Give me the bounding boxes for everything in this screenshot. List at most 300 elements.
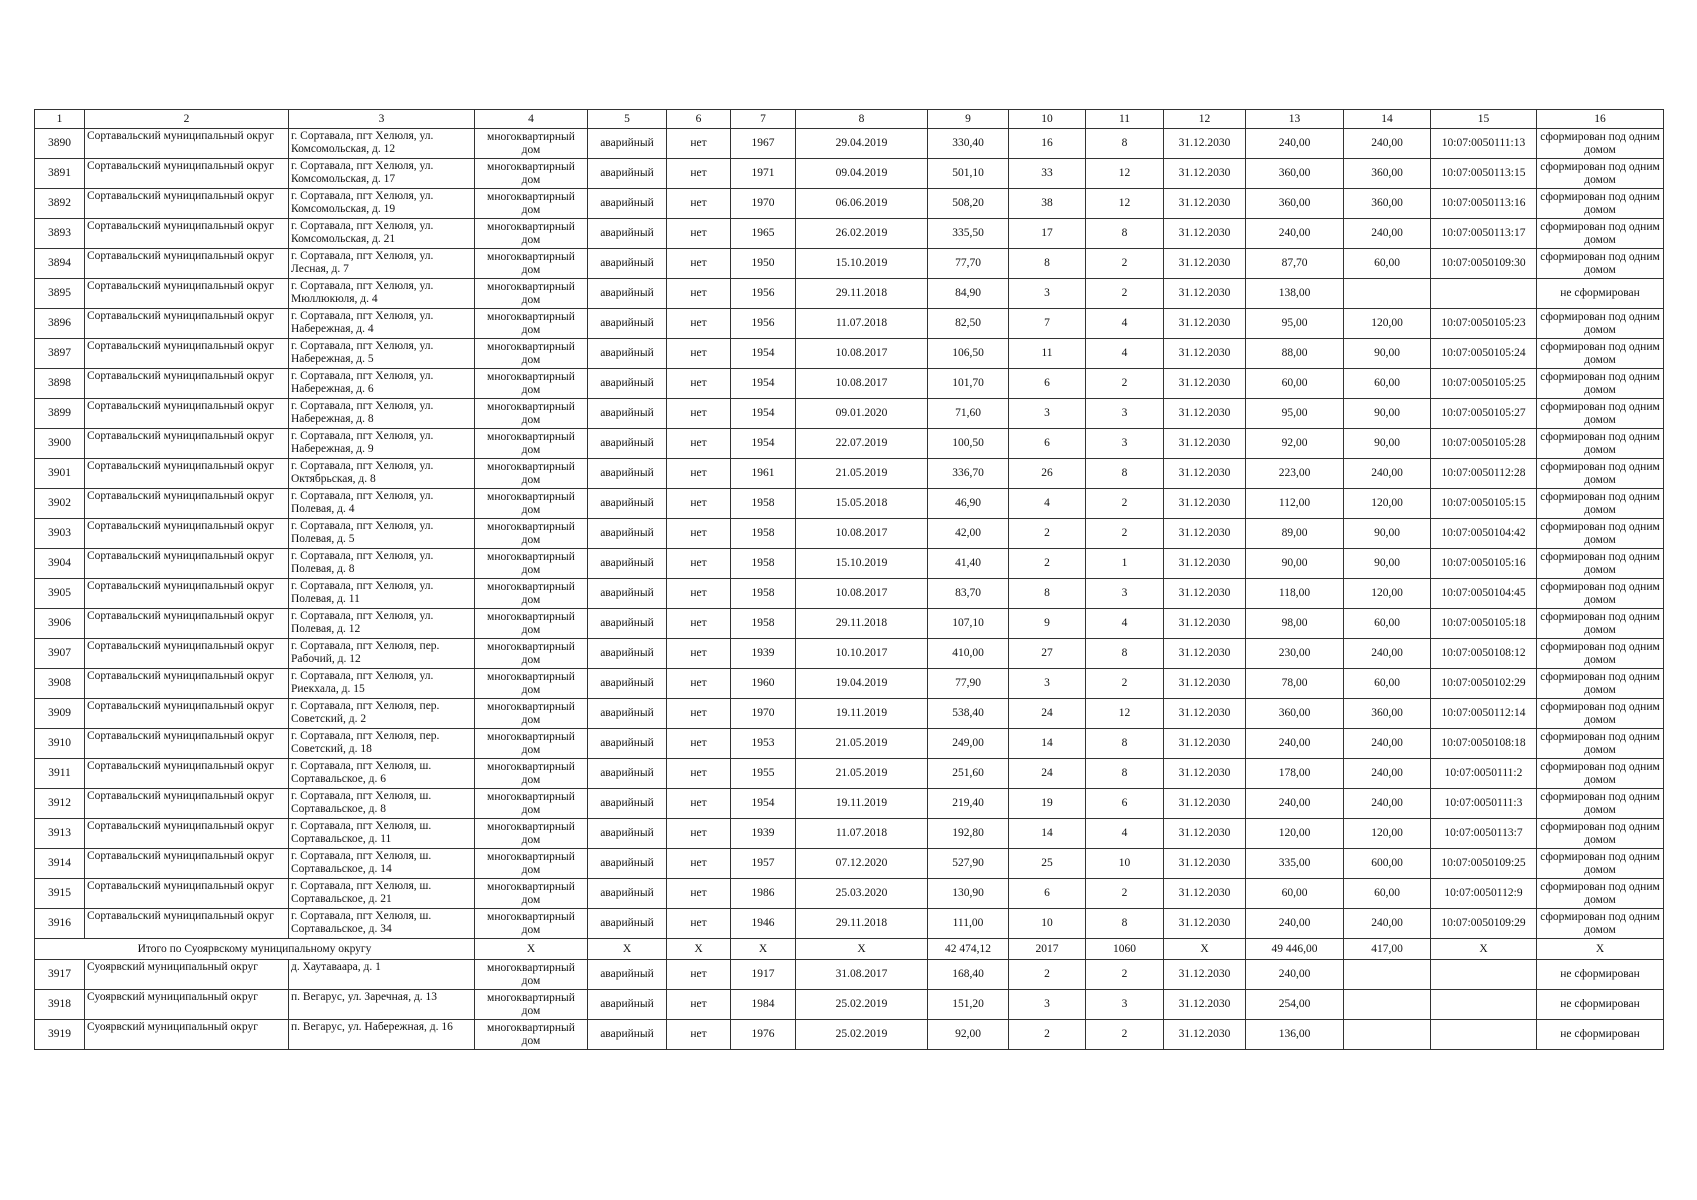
table-cell-col-10 bbox=[1009, 789, 1086, 819]
cell-text: сформирован под одним домом bbox=[1540, 610, 1660, 636]
table-cell-col-4 bbox=[475, 879, 588, 909]
table-row bbox=[35, 309, 1664, 339]
cell-text: 3896 bbox=[48, 317, 71, 329]
table-cell-col-12 bbox=[1164, 110, 1246, 129]
table-cell-col-16 bbox=[1537, 609, 1664, 639]
table-cell-col-13 bbox=[1246, 699, 1344, 729]
cell-text: нет bbox=[690, 497, 707, 509]
cell-text: 31.12.2030 bbox=[1178, 227, 1231, 239]
table-cell-col-11 bbox=[1086, 789, 1164, 819]
table-cell-col-4 bbox=[475, 639, 588, 669]
cell-text: 240,00 bbox=[1371, 737, 1403, 749]
table-cell-col-7 bbox=[731, 960, 796, 990]
table-cell-col-10 bbox=[1009, 939, 1086, 960]
cell-text: нет bbox=[690, 407, 707, 419]
cell-text: многоквартирный дом bbox=[487, 550, 575, 576]
cell-text: 10 bbox=[1118, 857, 1131, 869]
cell-text: 41,40 bbox=[955, 557, 981, 569]
cell-text: многоквартирный дом bbox=[487, 991, 575, 1017]
table-cell-col-7 bbox=[731, 339, 796, 369]
table-cell-col-9 bbox=[928, 219, 1009, 249]
cell-text: 10:07:0050105:27 bbox=[1441, 407, 1526, 419]
table-cell-col-8 bbox=[796, 609, 928, 639]
cell-text: 1955 bbox=[751, 767, 775, 779]
cell-text: 2 bbox=[1121, 1028, 1128, 1040]
table-cell-col-7 bbox=[731, 699, 796, 729]
cell-text: 3897 bbox=[48, 347, 71, 359]
cell-text: 1958 bbox=[751, 497, 775, 509]
cell-text: 60,00 bbox=[1281, 887, 1308, 899]
cell-text: 10:07:0050109:30 bbox=[1441, 257, 1526, 269]
table-cell-col-5 bbox=[588, 639, 667, 669]
table-cell-col-8 bbox=[796, 399, 928, 429]
table-cell-col-13 bbox=[1246, 759, 1344, 789]
table-cell-col-15 bbox=[1431, 639, 1537, 669]
table-cell-col-13 bbox=[1246, 939, 1344, 960]
cell-text: нет bbox=[690, 887, 707, 899]
cell-text: п. Вегарус, ул. Заречная, д. 13 bbox=[291, 991, 438, 1003]
cell-text: нет bbox=[690, 257, 707, 269]
table-cell-col-3 bbox=[289, 110, 475, 129]
table-cell-col-5 bbox=[588, 729, 667, 759]
cell-text: аварийный bbox=[600, 347, 654, 359]
table-cell-col-2 bbox=[85, 219, 289, 249]
cell-text: 31.12.2030 bbox=[1178, 968, 1231, 980]
table-cell-col-14 bbox=[1344, 249, 1431, 279]
table-cell-col-6 bbox=[667, 609, 731, 639]
cell-text: 508,20 bbox=[952, 197, 984, 209]
cell-text: Сортавальский муниципальный округ bbox=[87, 430, 274, 442]
cell-text: 219,40 bbox=[952, 797, 984, 809]
cell-text: аварийный bbox=[600, 497, 654, 509]
table-cell-col-7 bbox=[731, 279, 796, 309]
cell-text: 26 bbox=[1041, 467, 1053, 479]
cell-text: 12 bbox=[1118, 167, 1131, 179]
table-cell-col-4 bbox=[475, 110, 588, 129]
cell-text: 3904 bbox=[48, 557, 71, 569]
table-cell-col-6 bbox=[667, 849, 731, 879]
table-cell-col-8 bbox=[796, 129, 928, 159]
table-cell-col-7 bbox=[731, 579, 796, 609]
cell-text: г. Сортавала, пгт Хелюля, ул. Комсомольская, д. 17 bbox=[291, 160, 434, 185]
table-cell-col-7 bbox=[731, 129, 796, 159]
cell-text: 21.05.2019 bbox=[835, 467, 888, 479]
cell-text: аварийный bbox=[600, 797, 654, 809]
cell-text: 360,00 bbox=[1371, 707, 1403, 719]
table-cell-col-15 bbox=[1431, 960, 1537, 990]
cell-text: 3914 bbox=[48, 857, 71, 869]
table-cell-col-13 bbox=[1246, 189, 1344, 219]
cell-text: 3 bbox=[1044, 998, 1050, 1010]
cell-text: аварийный bbox=[600, 317, 654, 329]
table-cell-col-11 bbox=[1086, 759, 1164, 789]
table-row bbox=[35, 819, 1664, 849]
table-cell-col-6 bbox=[667, 429, 731, 459]
cell-text: Сортавальский муниципальный округ bbox=[87, 850, 274, 862]
table-cell-col-10 bbox=[1009, 819, 1086, 849]
table-cell-col-2 bbox=[85, 699, 289, 729]
table-cell-col-16 bbox=[1537, 459, 1664, 489]
table-cell-col-6 bbox=[667, 279, 731, 309]
table-cell-col-5 bbox=[588, 129, 667, 159]
cell-text: 31.12.2030 bbox=[1178, 797, 1231, 809]
cell-text: 360,00 bbox=[1371, 197, 1403, 209]
table-row bbox=[35, 1020, 1664, 1050]
cell-text: г. Сортавала, пгт Хелюля, ул. Октябрьская, д. 8 bbox=[291, 460, 434, 485]
table-cell-col-11 bbox=[1086, 110, 1164, 129]
table-cell-col-13 bbox=[1246, 249, 1344, 279]
cell-text: 46,90 bbox=[955, 497, 981, 509]
cell-text: 1939 bbox=[751, 647, 775, 659]
cell-text: 8 bbox=[1121, 137, 1128, 149]
cell-text: 31.12.2030 bbox=[1178, 887, 1231, 899]
cell-text: 21.05.2019 bbox=[835, 767, 888, 779]
table-cell-col-14 bbox=[1344, 399, 1431, 429]
cell-text: 25.02.2019 bbox=[835, 998, 888, 1010]
cell-text: нет bbox=[690, 287, 707, 299]
cell-text: 31.12.2030 bbox=[1178, 197, 1231, 209]
cell-text: г. Сортавала, пгт Хелюля, ш. Сортавальское, д. 8 bbox=[291, 790, 432, 815]
cell-text: 7 bbox=[1044, 317, 1050, 329]
cell-text: аварийный bbox=[600, 917, 654, 929]
cell-text: 3918 bbox=[48, 998, 71, 1010]
cell-text: нет bbox=[690, 557, 707, 569]
table-cell-col-3 bbox=[289, 759, 475, 789]
table-cell-col-6 bbox=[667, 579, 731, 609]
table-cell-col-9 bbox=[928, 459, 1009, 489]
table-cell-col-2 bbox=[85, 309, 289, 339]
cell-text: 90,00 bbox=[1374, 527, 1400, 539]
cell-text: 3907 bbox=[48, 647, 71, 659]
table-cell-col-11 bbox=[1086, 309, 1164, 339]
table-cell-col-12 bbox=[1164, 789, 1246, 819]
cell-text: 60,00 bbox=[1374, 677, 1400, 689]
cell-text: 90,00 bbox=[1281, 557, 1308, 569]
table-cell-col-10 bbox=[1009, 1020, 1086, 1050]
table-cell-col-6 bbox=[667, 339, 731, 369]
cell-text: 3905 bbox=[48, 587, 71, 599]
cell-text: нет bbox=[690, 647, 707, 659]
cell-text: нет bbox=[690, 797, 707, 809]
table-cell-col-3 bbox=[289, 279, 475, 309]
table-row bbox=[35, 219, 1664, 249]
table-cell-col-7 bbox=[731, 879, 796, 909]
cell-text: 100,50 bbox=[952, 437, 984, 449]
cell-text: 95,00 bbox=[1281, 407, 1308, 419]
table-cell-col-11 bbox=[1086, 669, 1164, 699]
cell-text: 335,50 bbox=[952, 227, 984, 239]
cell-text: г. Сортавала, пгт Хелюля, ш. Сортавальское, д. 21 bbox=[291, 880, 432, 905]
cell-text: 6 bbox=[1044, 887, 1050, 899]
table-cell-col-11 bbox=[1086, 1020, 1164, 1050]
cell-text: 2 bbox=[1121, 677, 1128, 689]
table-cell-col-8 bbox=[796, 110, 928, 129]
cell-text: 10:07:0050112:28 bbox=[1441, 467, 1526, 479]
table-cell-col-5 bbox=[588, 489, 667, 519]
cell-text: 2 bbox=[1044, 968, 1050, 980]
table-cell-col-2 bbox=[85, 159, 289, 189]
cell-text: 2017 bbox=[1035, 942, 1059, 955]
table-cell-col-14 bbox=[1344, 369, 1431, 399]
cell-text: аварийный bbox=[600, 887, 654, 899]
cell-text: 31.12.2030 bbox=[1178, 347, 1231, 359]
cell-text: многоквартирный дом bbox=[487, 430, 575, 456]
table-cell-col-6 bbox=[667, 399, 731, 429]
table-cell-col-11 bbox=[1086, 609, 1164, 639]
table-cell-col-16 bbox=[1537, 699, 1664, 729]
cell-text: 15.05.2018 bbox=[835, 497, 888, 509]
cell-text: 1950 bbox=[751, 257, 775, 269]
table-cell-col-5 bbox=[588, 1020, 667, 1050]
table-cell-col-3 bbox=[289, 549, 475, 579]
table-cell-col-7 bbox=[731, 609, 796, 639]
cell-text: 360,00 bbox=[1278, 167, 1311, 179]
cell-text: 60,00 bbox=[1281, 377, 1308, 389]
cell-text: 31.12.2030 bbox=[1178, 527, 1231, 539]
cell-text: 31.12.2030 bbox=[1178, 437, 1231, 449]
cell-text: 31.12.2030 bbox=[1178, 557, 1231, 569]
cell-text: многоквартирный дом bbox=[487, 520, 575, 546]
table-cell-col-14 bbox=[1344, 429, 1431, 459]
cell-text: г. Сортавала, пгт Хелюля, ш. Сортавальское, д. 11 bbox=[291, 820, 432, 845]
table-cell-col-8 bbox=[796, 960, 928, 990]
table-cell-col-7 bbox=[731, 729, 796, 759]
table-cell-col-4 bbox=[475, 960, 588, 990]
cell-text: 10:07:0050112:14 bbox=[1441, 707, 1526, 719]
table-cell-col-4 bbox=[475, 129, 588, 159]
table-cell-col-16 bbox=[1537, 429, 1664, 459]
table-cell-col-4 bbox=[475, 789, 588, 819]
cell-text: аварийный bbox=[600, 287, 654, 299]
table-cell-col-4 bbox=[475, 819, 588, 849]
table-cell-col-6 bbox=[667, 699, 731, 729]
cell-text: Сортавальский муниципальный округ bbox=[87, 160, 274, 172]
table-cell-col-14 bbox=[1344, 759, 1431, 789]
cell-text: 33 bbox=[1041, 167, 1053, 179]
table-cell-col-11 bbox=[1086, 849, 1164, 879]
cell-text: многоквартирный дом bbox=[487, 610, 575, 636]
table-cell-col-13 bbox=[1246, 369, 1344, 399]
table-cell-col-2 bbox=[85, 849, 289, 879]
cell-text: г. Сортавала, пгт Хелюля, ул. Полевая, д. 5 bbox=[291, 520, 434, 545]
table-cell-col-3 bbox=[289, 219, 475, 249]
cell-text: аварийный bbox=[600, 827, 654, 839]
cell-text: многоквартирный дом bbox=[487, 880, 575, 906]
table-cell-col-12 bbox=[1164, 669, 1246, 699]
cell-text: 3 bbox=[1044, 677, 1050, 689]
cell-text: 10:07:0050111:13 bbox=[1441, 137, 1526, 149]
table-cell-col-11 bbox=[1086, 489, 1164, 519]
cell-text: 8 bbox=[1121, 647, 1128, 659]
table-cell-col-6 bbox=[667, 309, 731, 339]
cell-text: 8 bbox=[858, 113, 865, 125]
table-row bbox=[35, 609, 1664, 639]
table-cell-col-10 bbox=[1009, 459, 1086, 489]
cell-text: 31.12.2030 bbox=[1178, 377, 1231, 389]
cell-text: 31.12.2030 bbox=[1178, 737, 1231, 749]
cell-text: сформирован под одним домом bbox=[1540, 670, 1660, 696]
table-cell-col-12 bbox=[1164, 429, 1246, 459]
cell-text: 42,00 bbox=[955, 527, 981, 539]
cell-text: 88,00 bbox=[1281, 347, 1308, 359]
cell-text: 71,60 bbox=[955, 407, 981, 419]
table-cell-col-1 bbox=[35, 789, 85, 819]
table-cell-col-14 bbox=[1344, 789, 1431, 819]
table-cell-col-1 bbox=[35, 219, 85, 249]
table-cell-col-8 bbox=[796, 699, 928, 729]
table-cell-col-6 bbox=[667, 1020, 731, 1050]
table-cell-col-11 bbox=[1086, 249, 1164, 279]
table-row bbox=[35, 669, 1664, 699]
cell-text: 240,00 bbox=[1278, 227, 1311, 239]
table-cell-col-12 bbox=[1164, 960, 1246, 990]
table-cell-col-8 bbox=[796, 669, 928, 699]
table-cell-col-15 bbox=[1431, 279, 1537, 309]
table-cell-col-2 bbox=[85, 249, 289, 279]
cell-text: многоквартирный дом bbox=[487, 460, 575, 486]
table-cell-col-5 bbox=[588, 939, 667, 960]
cell-text: 336,70 bbox=[952, 467, 984, 479]
table-cell-col-13 bbox=[1246, 819, 1344, 849]
table-cell-col-11 bbox=[1086, 429, 1164, 459]
table-cell-col-15 bbox=[1431, 1020, 1537, 1050]
table-cell-col-2 bbox=[85, 579, 289, 609]
table-cell-col-14 bbox=[1344, 609, 1431, 639]
cell-text: 417,00 bbox=[1371, 942, 1403, 955]
table-cell-col-6 bbox=[667, 549, 731, 579]
cell-text: многоквартирный дом bbox=[487, 820, 575, 846]
table-cell-col-9 bbox=[928, 159, 1009, 189]
table-cell-col-11 bbox=[1086, 549, 1164, 579]
cell-text: сформирован под одним домом bbox=[1540, 250, 1660, 276]
table-cell-col-9 bbox=[928, 129, 1009, 159]
cell-text: 2 bbox=[1044, 557, 1050, 569]
cell-text: Сортавальский муниципальный округ bbox=[87, 130, 274, 142]
table-cell-col-16 bbox=[1537, 939, 1664, 960]
cell-text: 31.12.2030 bbox=[1178, 257, 1231, 269]
cell-text: 10:07:0050105:25 bbox=[1441, 377, 1526, 389]
cell-text: г. Сортавала, пгт Хелюля, ул. Комсомольская, д. 21 bbox=[291, 220, 434, 245]
table-cell-col-4 bbox=[475, 549, 588, 579]
table-cell-col-5 bbox=[588, 699, 667, 729]
table-cell-col-1 bbox=[35, 819, 85, 849]
cell-text: нет bbox=[690, 857, 707, 869]
table-cell-col-8 bbox=[796, 339, 928, 369]
cell-text: 1957 bbox=[751, 857, 775, 869]
cell-text: 31.12.2030 bbox=[1178, 587, 1231, 599]
table-cell-col-10 bbox=[1009, 579, 1086, 609]
cell-text: 120,00 bbox=[1371, 827, 1403, 839]
table-cell-col-8 bbox=[796, 219, 928, 249]
table-cell-col-4 bbox=[475, 990, 588, 1020]
table-cell-col-11 bbox=[1086, 879, 1164, 909]
cell-text: 111,00 bbox=[952, 917, 984, 929]
cell-text: 10.08.2017 bbox=[835, 377, 888, 389]
cell-text: 2 bbox=[1121, 257, 1128, 269]
cell-text: 06.06.2019 bbox=[835, 197, 888, 209]
table-cell-col-10 bbox=[1009, 429, 1086, 459]
table-row bbox=[35, 489, 1664, 519]
table-cell-col-6 bbox=[667, 249, 731, 279]
cell-text: 9 bbox=[1044, 617, 1050, 629]
table-cell-col-3 bbox=[289, 699, 475, 729]
table-cell-col-3 bbox=[289, 909, 475, 939]
cell-text: 3908 bbox=[48, 677, 71, 689]
table-row bbox=[35, 429, 1664, 459]
cell-text: 8 bbox=[1121, 467, 1128, 479]
table-cell-col-16 bbox=[1537, 279, 1664, 309]
table-cell-col-3 bbox=[289, 489, 475, 519]
table-cell-col-2 bbox=[85, 1020, 289, 1050]
table-cell-col-5 bbox=[588, 549, 667, 579]
table-cell-col-12 bbox=[1164, 759, 1246, 789]
table-cell-col-6 bbox=[667, 759, 731, 789]
table-cell-col-16 bbox=[1537, 960, 1664, 990]
cell-text: 1954 bbox=[751, 407, 775, 419]
table-cell-col-10 bbox=[1009, 909, 1086, 939]
cell-text: 60,00 bbox=[1374, 257, 1400, 269]
table-cell-col-15 bbox=[1431, 159, 1537, 189]
table-cell-col-8 bbox=[796, 909, 928, 939]
cell-text: 31.12.2030 bbox=[1178, 1028, 1231, 1040]
cell-text: 1958 bbox=[751, 617, 775, 629]
cell-text: Сортавальский муниципальный округ bbox=[87, 340, 274, 352]
table-cell-col-2 bbox=[85, 519, 289, 549]
table-cell-col-9 bbox=[928, 759, 1009, 789]
cell-text: аварийный bbox=[600, 437, 654, 449]
table-cell-col-2 bbox=[85, 549, 289, 579]
cell-text: сформирован под одним домом bbox=[1540, 340, 1660, 366]
cell-text: 14 bbox=[1041, 737, 1053, 749]
cell-text: 2 bbox=[1121, 287, 1128, 299]
table-cell-col-3 bbox=[289, 459, 475, 489]
cell-text: 10:07:0050105:16 bbox=[1441, 557, 1526, 569]
table-cell-col-11 bbox=[1086, 279, 1164, 309]
table-cell-col-10 bbox=[1009, 729, 1086, 759]
table-cell-col-6 bbox=[667, 639, 731, 669]
table-cell-col-16 bbox=[1537, 1020, 1664, 1050]
table-cell-col-2 bbox=[85, 110, 289, 129]
cell-text: многоквартирный дом bbox=[487, 850, 575, 876]
cell-text: 09.04.2019 bbox=[835, 167, 888, 179]
table-cell-col-12 bbox=[1164, 219, 1246, 249]
cell-text: 5 bbox=[624, 113, 630, 125]
table-cell-col-16 bbox=[1537, 879, 1664, 909]
table-cell-col-4 bbox=[475, 939, 588, 960]
cell-text: 1946 bbox=[751, 917, 775, 929]
table-cell-col-5 bbox=[588, 960, 667, 990]
table-cell-col-10 bbox=[1009, 129, 1086, 159]
table-cell-col-6 bbox=[667, 729, 731, 759]
cell-text: 4 bbox=[528, 113, 534, 125]
table-cell-col-15 bbox=[1431, 789, 1537, 819]
cell-text: сформирован под одним домом bbox=[1540, 370, 1660, 396]
cell-text: 31.12.2030 bbox=[1178, 857, 1231, 869]
table-cell-col-12 bbox=[1164, 879, 1246, 909]
table-cell-col-12 bbox=[1164, 819, 1246, 849]
table-cell-col-9 bbox=[928, 669, 1009, 699]
table-cell-col-13 bbox=[1246, 549, 1344, 579]
cell-text: 31.12.2030 bbox=[1178, 287, 1231, 299]
cell-text: Сортавальский муниципальный округ bbox=[87, 790, 274, 802]
cell-text: 17 bbox=[1041, 227, 1053, 239]
table-cell-col-6 bbox=[667, 459, 731, 489]
cell-text: 410,00 bbox=[952, 647, 984, 659]
table-cell-col-16 bbox=[1537, 189, 1664, 219]
cell-text: 4 bbox=[1121, 827, 1128, 839]
cell-text: 21.05.2019 bbox=[835, 737, 888, 749]
table-cell-col-10 bbox=[1009, 279, 1086, 309]
